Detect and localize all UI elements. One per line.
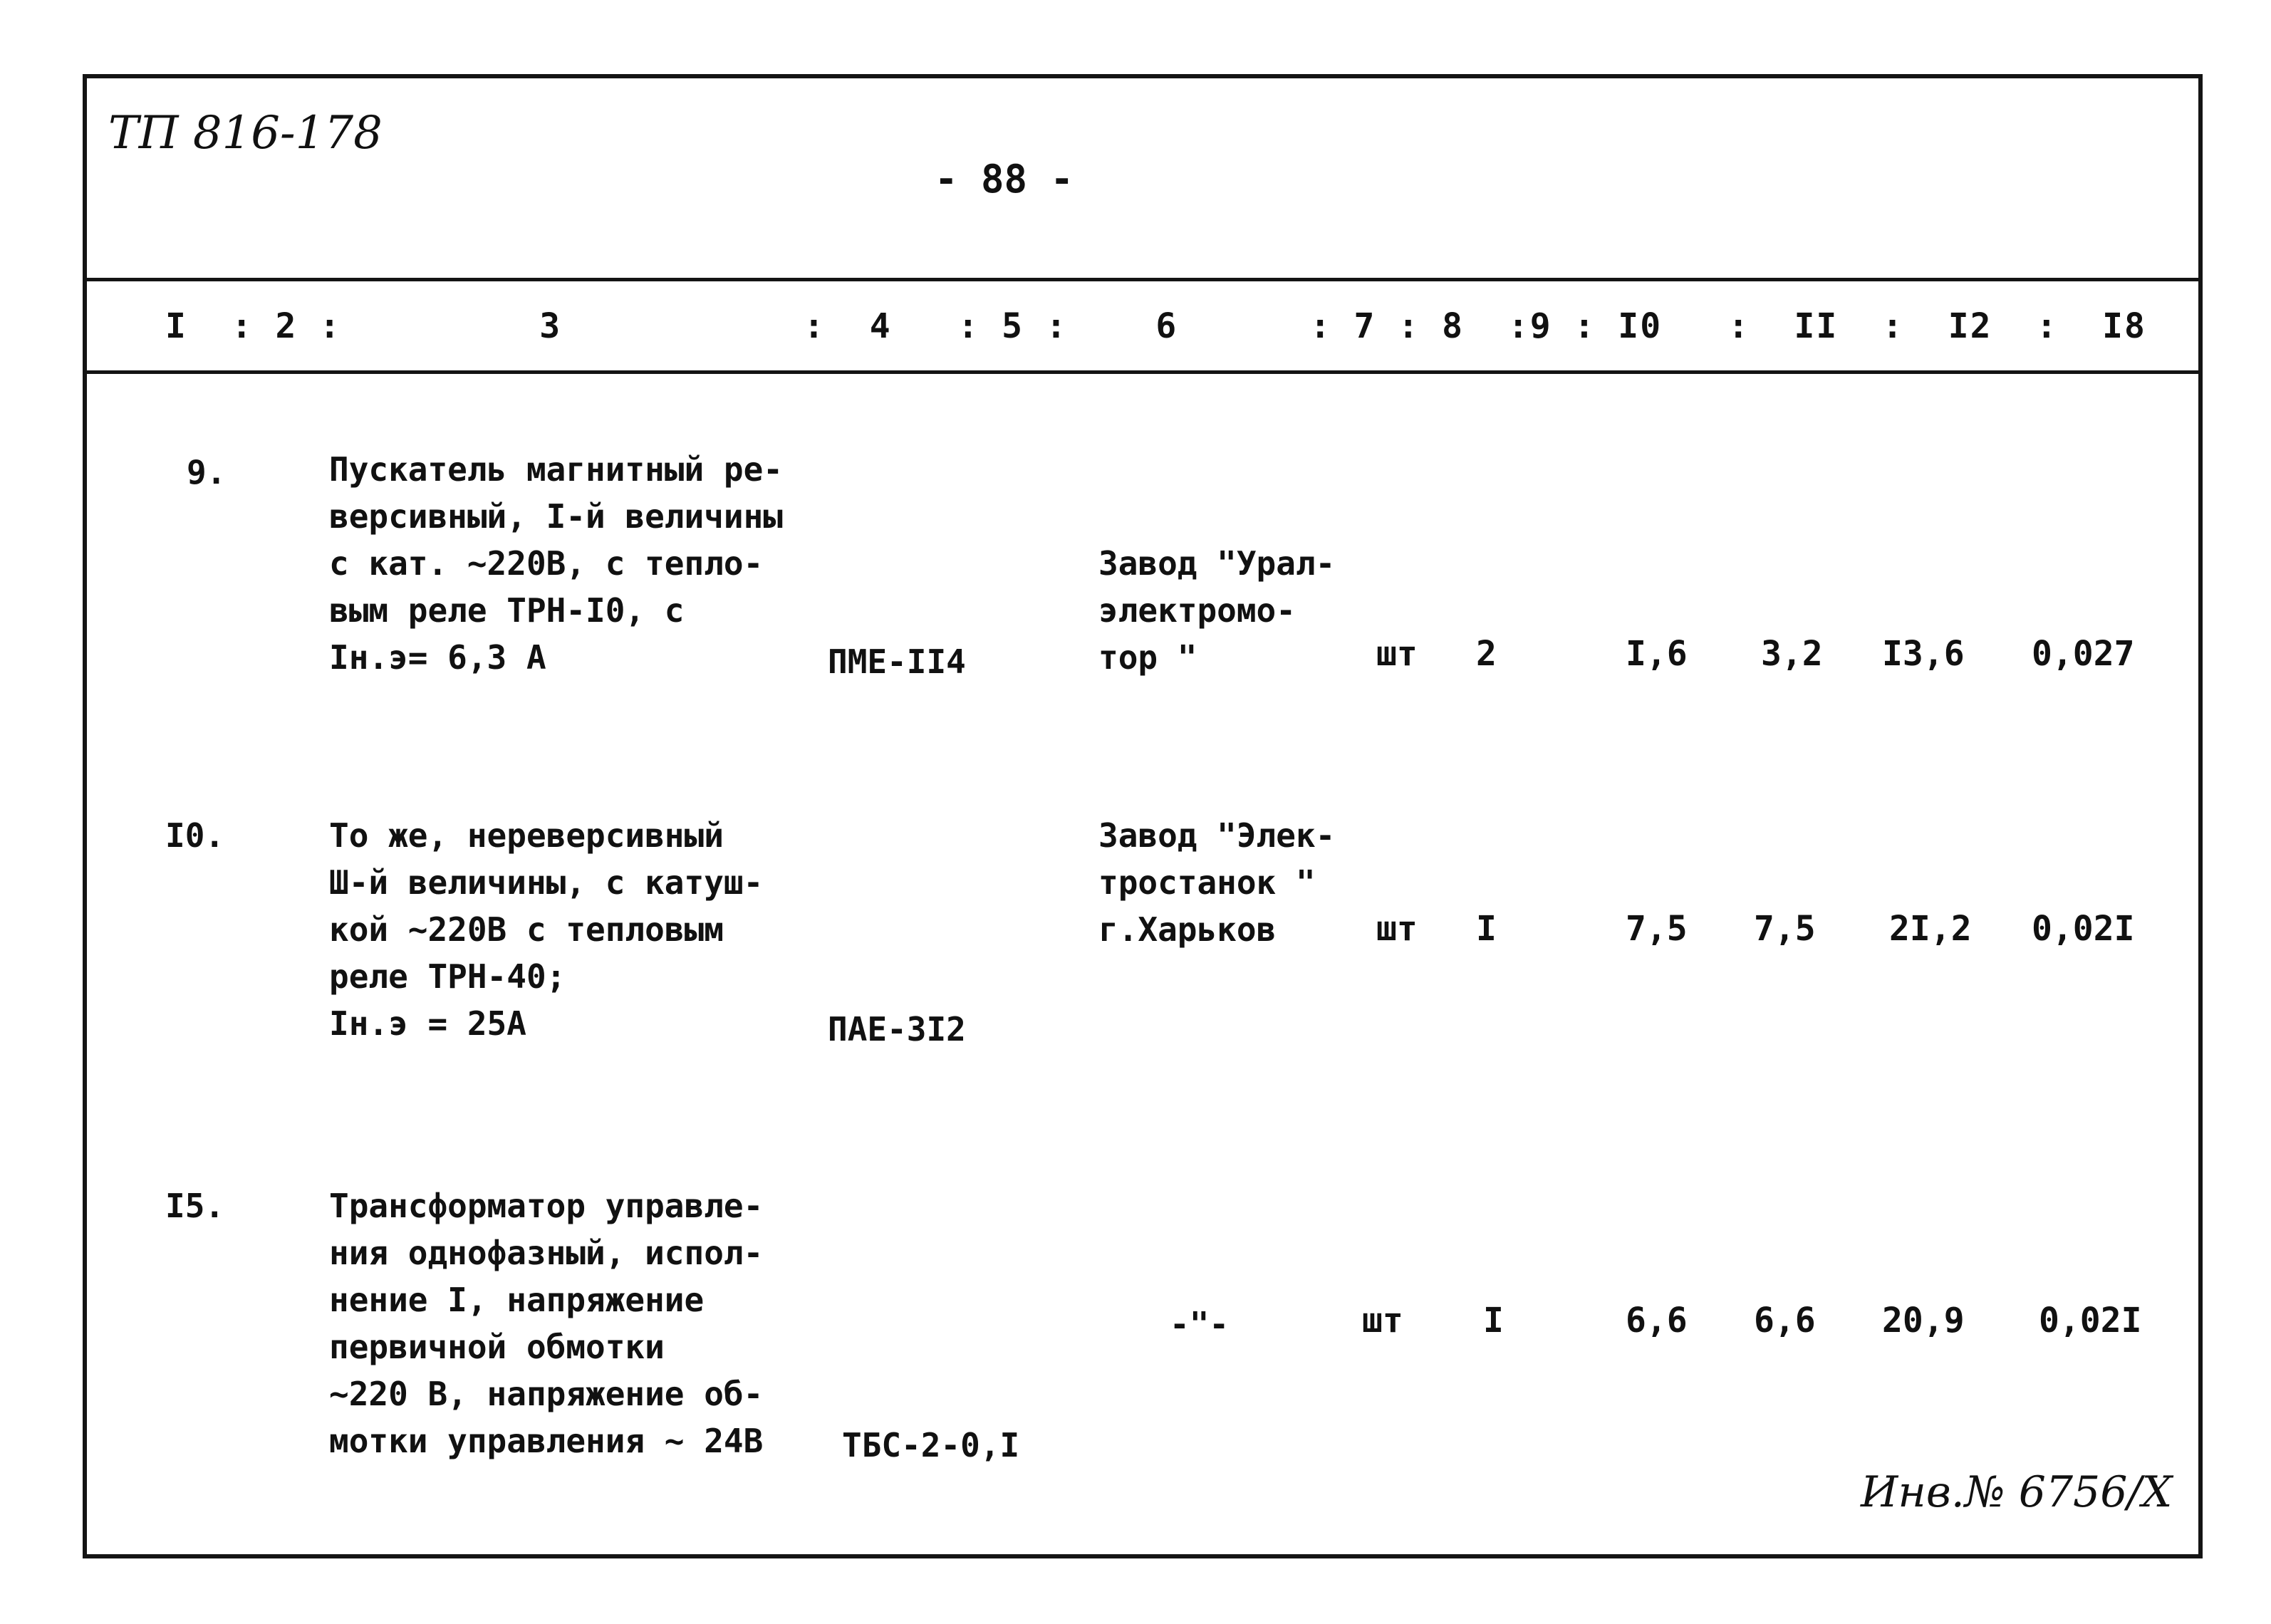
item-quantity: I [1476,909,1497,949]
row-number: 9. [187,453,227,491]
row-number: I0. [165,816,225,855]
item-col12: I3,6 [1882,634,1965,674]
item-manufacturer: -"- [1170,1305,1230,1343]
item-unit: шт [1376,909,1418,949]
inventory-number: Инв.№ 6756/Х [1861,1467,2173,1517]
item-description: Пускатель магнитный ре- версивный, I-й величины с кат. ~220В, с тепло- вым реле ТРН-I0, с Iн.э= 6,3 А [329,450,783,677]
item-quantity: I [1483,1301,1504,1341]
page-number: - 88 - [935,157,1074,202]
item-type: ПАЕ-3I2 [828,1010,966,1048]
item-description: Трансформатор управле- ния однофазный, испол- нение I, напряжение первичной обмотки ~220 В, напряжение об- мотки управления ~ 24В [329,1187,764,1460]
item-col13: 0,02I [2032,909,2135,949]
item-quantity: 2 [1476,634,1497,674]
item-type: ПМЕ-II4 [828,642,966,681]
item-col10: I,6 [1626,634,1688,674]
column-header-divider [87,370,2198,374]
item-col13: 0,02I [2039,1301,2142,1341]
header-divider [87,278,2198,281]
item-description: То же, нереверсивный Ш-й величины, с катуш- кой ~220В с тепловым реле ТРН-40; Iн.э = 25А [329,816,764,1043]
item-col11: 6,6 [1754,1301,1816,1341]
column-numbers-header: I : 2 : 3 : 4 : 5 : 6 : 7 : 8 :9 : I0 : II : I2 : I8 [165,306,2146,346]
document-sheet [83,74,2203,1558]
document-code: ТП 816-178 [108,107,383,160]
item-unit: шт [1362,1301,1403,1341]
item-col13: 0,027 [2032,634,2135,674]
item-col12: 2I,2 [1889,909,1972,949]
item-col12: 20,9 [1882,1301,1965,1341]
item-col10: 6,6 [1626,1301,1688,1341]
item-manufacturer: Завод "Элек- тростанок " г.Харьков [1098,816,1336,949]
item-type: ТБС-2-0,I [842,1426,1020,1464]
item-manufacturer: Завод "Урал- электромо- тор " [1098,544,1336,677]
item-unit: шт [1376,634,1418,674]
item-col11: 3,2 [1761,634,1823,674]
row-number: I5. [165,1187,225,1225]
item-col10: 7,5 [1626,909,1688,949]
item-col11: 7,5 [1754,909,1816,949]
